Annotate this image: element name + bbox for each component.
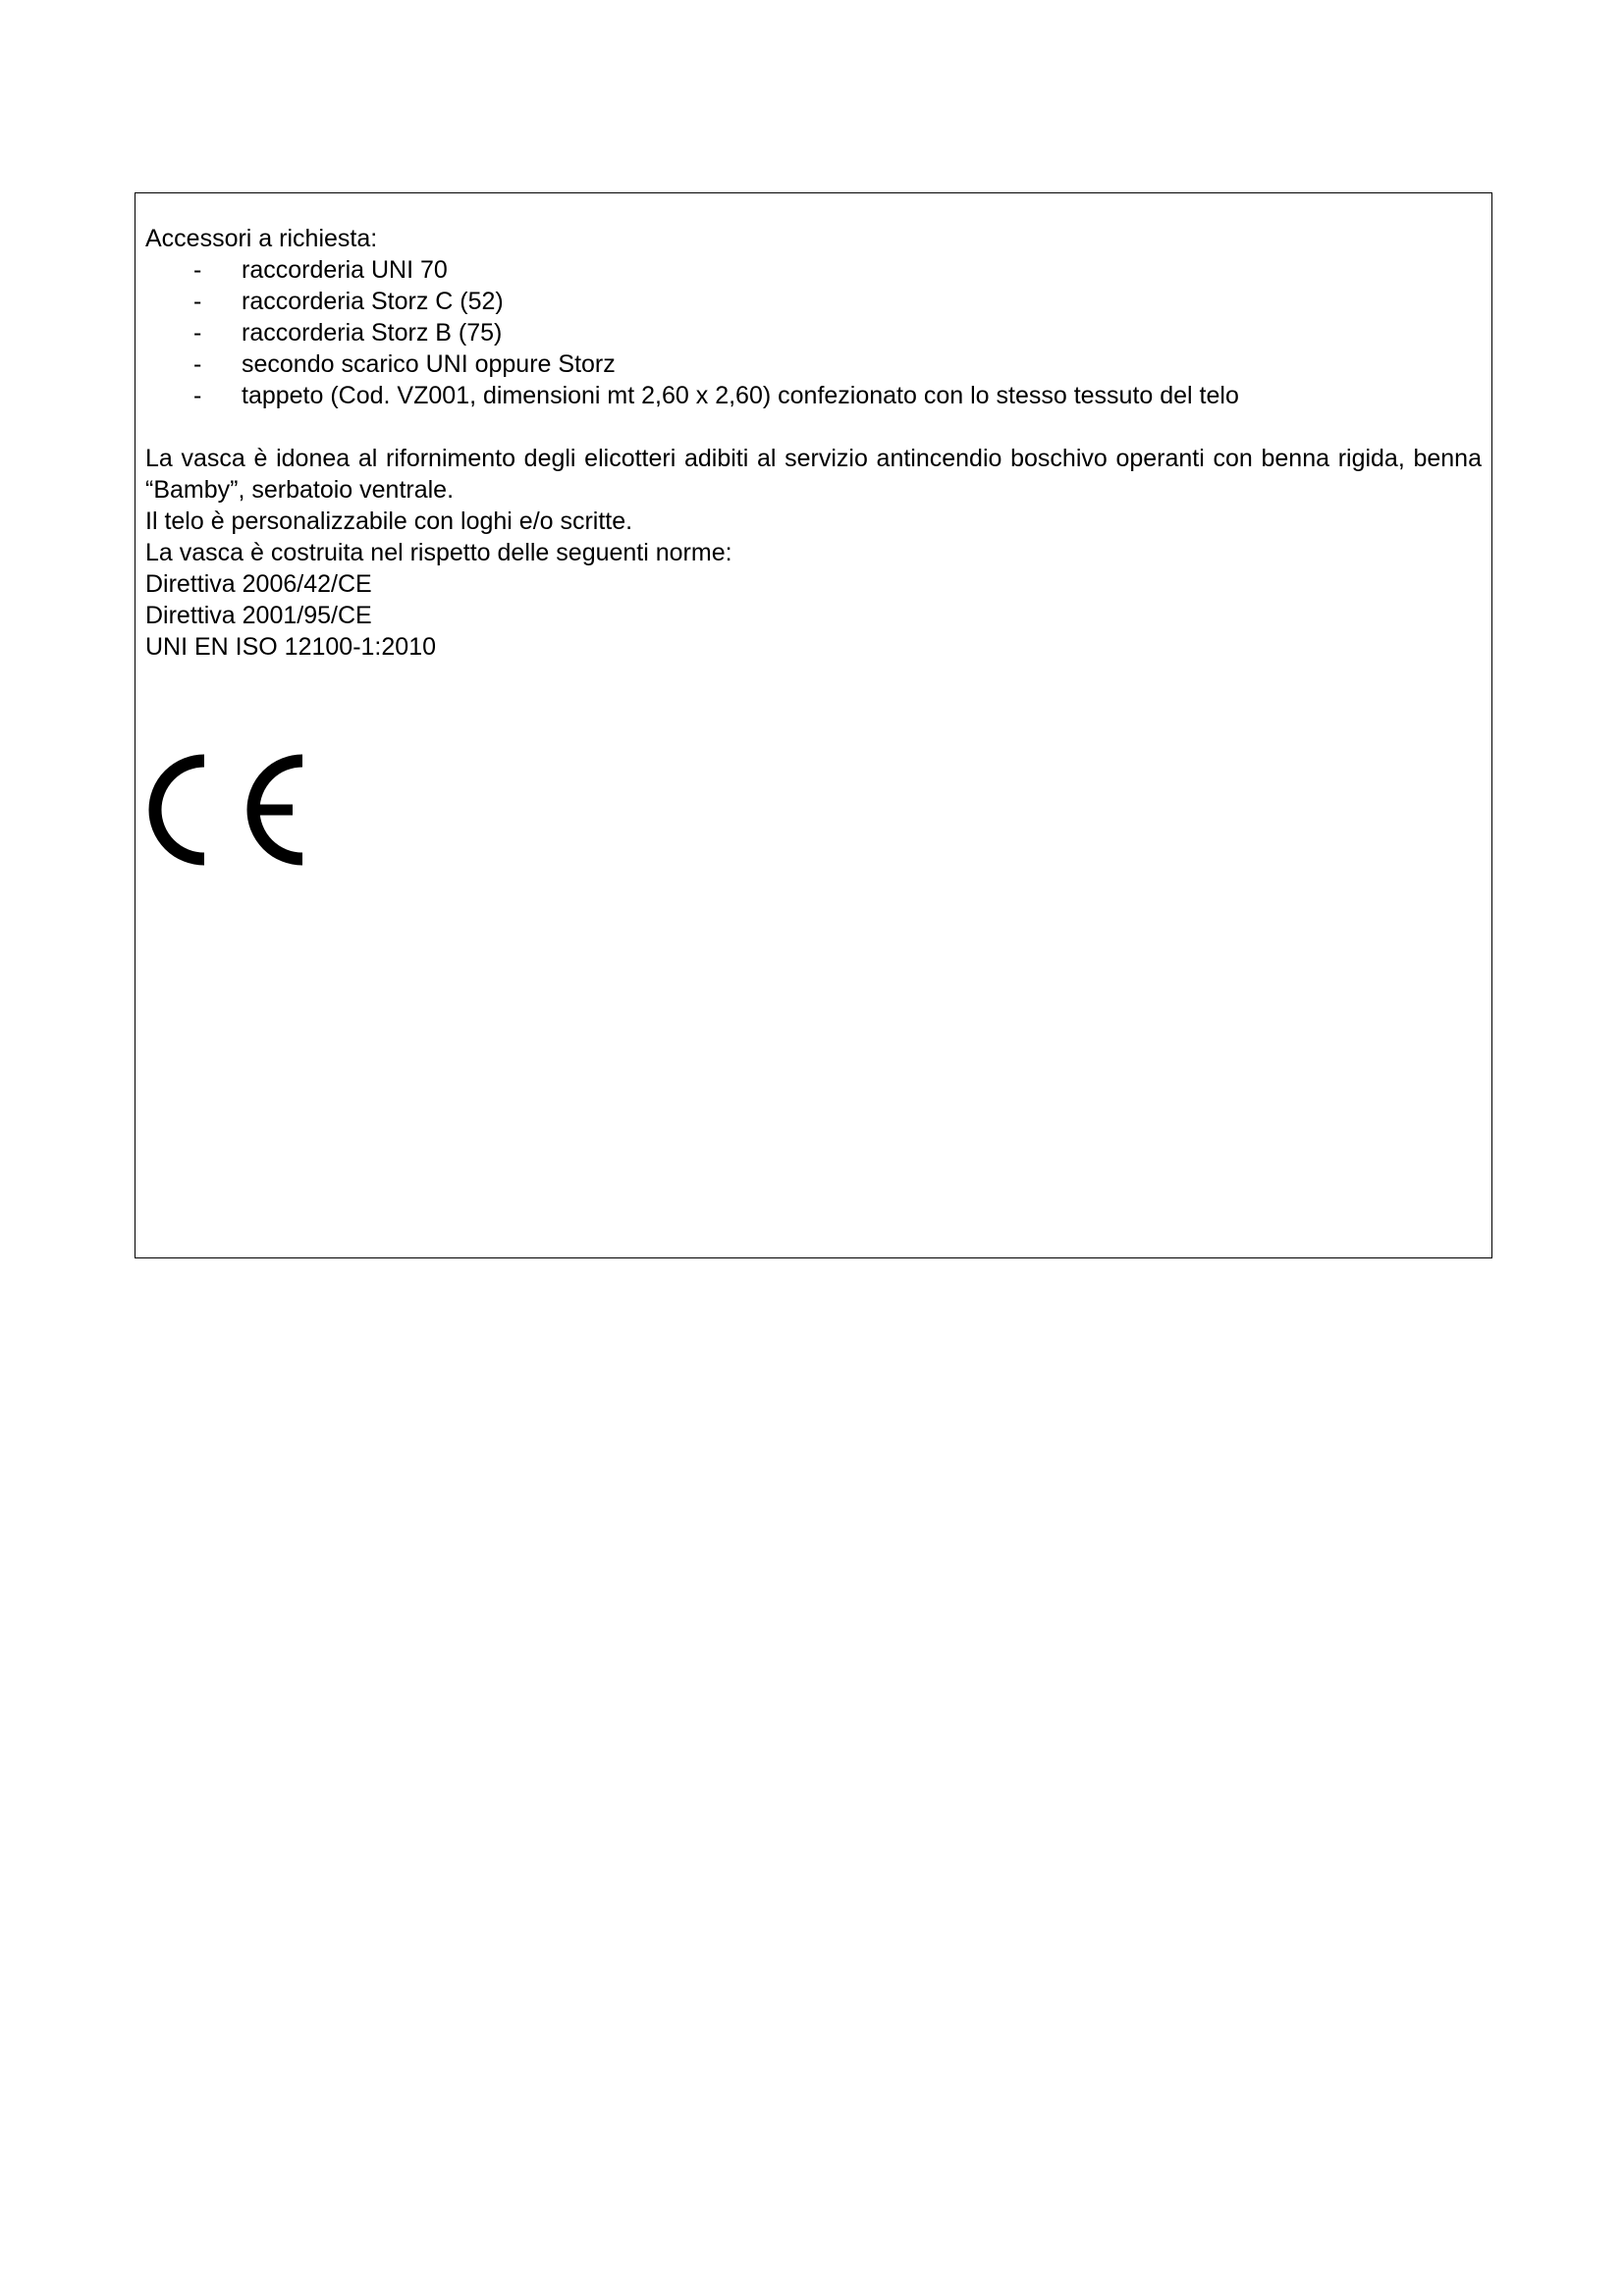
list-item <box>145 348 1482 380</box>
dash-bullet: - <box>193 319 202 347</box>
list-item-text: secondo scarico UNI oppure Storz <box>242 350 616 378</box>
accessories-list <box>145 254 1482 411</box>
list-item <box>145 254 1482 286</box>
suitability-paragraph: La vasca è idonea al rifornimento degli elicotteri adibiti al servizio antincendio boschivo operanti con benna rigida, benna “Bamby”, serbatoio ventrale. <box>145 445 1482 504</box>
norm-line: Direttiva 2006/42/CE <box>145 570 372 598</box>
content-frame <box>135 192 1492 1258</box>
dash-bullet: - <box>193 382 202 409</box>
list-item <box>145 380 1482 411</box>
norm-line: Direttiva 2001/95/CE <box>145 602 372 629</box>
norm-line: UNI EN ISO 12100-1:2010 <box>145 633 436 661</box>
dash-bullet: - <box>193 256 202 284</box>
ce-mark-c <box>155 761 204 859</box>
list-item <box>145 317 1482 348</box>
document-body <box>145 223 1482 663</box>
list-item-text: raccorderia UNI 70 <box>242 256 448 284</box>
norms-section <box>145 537 1482 663</box>
accessories-heading: Accessori a richiesta: <box>145 225 378 252</box>
dash-bullet: - <box>193 288 202 315</box>
ce-mark-icon <box>145 751 310 869</box>
dash-bullet: - <box>193 350 202 378</box>
list-item-text: raccorderia Storz B (75) <box>242 319 503 347</box>
accessories-section <box>145 223 1482 411</box>
customization-paragraph: Il telo è personalizzabile con loghi e/o scritte. <box>145 507 633 535</box>
list-item <box>145 286 1482 317</box>
list-item-text: raccorderia Storz C (52) <box>242 288 504 315</box>
norms-intro: La vasca è costruita nel rispetto delle seguenti norme: <box>145 539 732 566</box>
list-item-text: tappeto (Cod. VZ001, dimensioni mt 2,60 x 2,60) confezionato con lo stesso tessuto del telo <box>242 382 1239 409</box>
